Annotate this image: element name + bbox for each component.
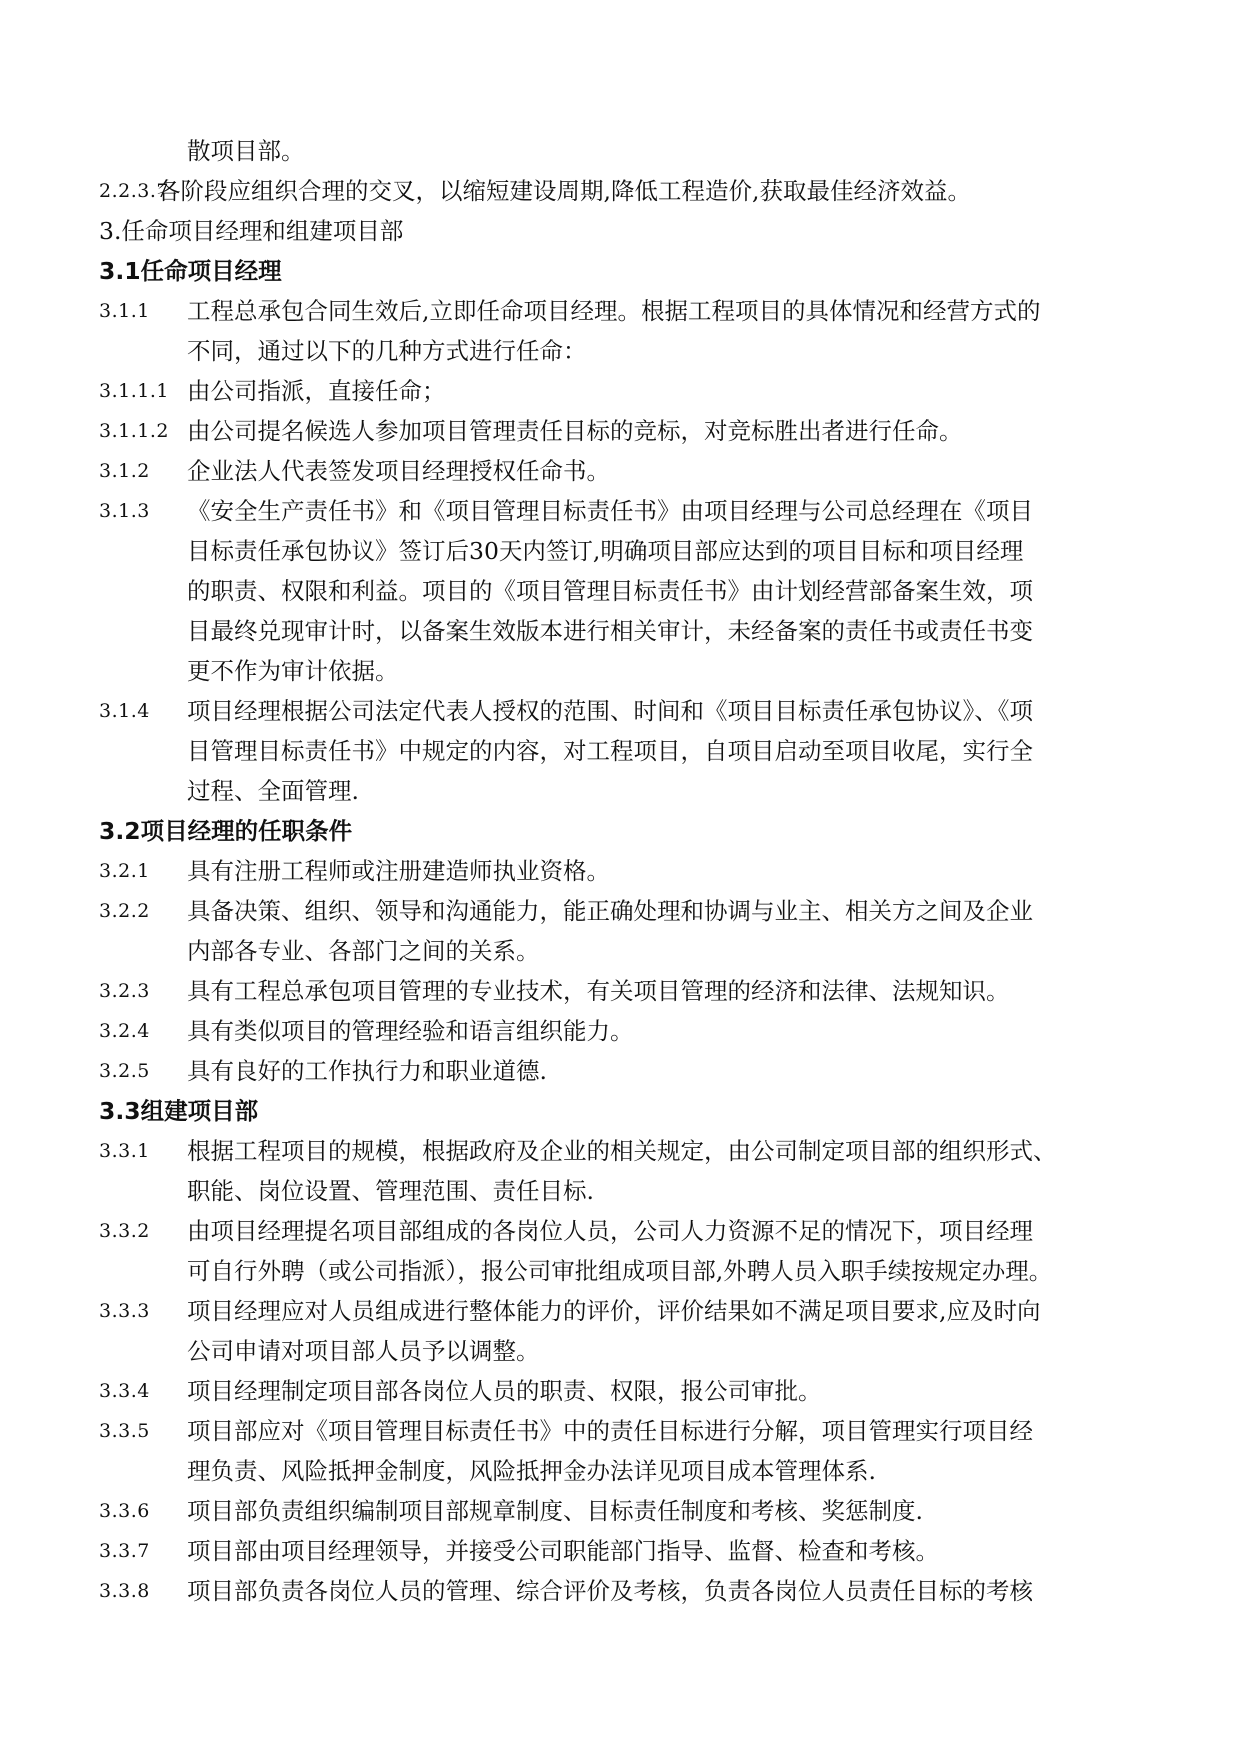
line-text: 过程、全面管理. [187,777,359,805]
line-text: 项目部负责组织编制项目部规章制度、目标责任制度和考核、奖惩制度. [187,1497,923,1525]
line-text: 企业法人代表签发项目经理授权任命书。 [187,457,610,485]
clause-number: 3.1.4 [99,700,150,722]
line-text: 具有工程总承包项目管理的专业技术，有关项目管理的经济和法律、法规知识。 [187,977,1010,1005]
section-heading: 3.2项目经理的任职条件 [99,817,353,845]
clause-number: 3.3.7 [99,1540,150,1562]
line-text: 的职责、权限和利益。项目的《项目管理目标责任书》由计划经营部备案生效，项 [187,577,1033,605]
line-26 [0,1131,1241,1171]
line-text: 项目部由项目经理领导，并接受公司职能部门指导、监督、检查和考核。 [187,1537,939,1565]
line-21 [0,931,1241,971]
clause-number: 2.2.3.7 [99,180,169,202]
line-5 [0,291,1241,331]
line-18 [0,811,1241,851]
line-10 [0,491,1241,531]
clause-number: 3.2.5 [99,1060,150,1082]
line-13 [0,611,1241,651]
line-3 [0,211,1241,251]
line-14 [0,651,1241,691]
clause-number: 3.2.1 [99,860,150,882]
line-20 [0,891,1241,931]
line-text: 目最终兑现审计时，以备案生效版本进行相关审计，未经备案的责任书或责任书变 [187,617,1033,645]
line-17 [0,771,1241,811]
line-text: 项目部应对《项目管理目标责任书》中的责任目标进行分解，项目管理实行项目经 [187,1417,1033,1445]
line-text: 由项目经理提名项目部组成的各岗位人员，公司人力资源不足的情况下，项目经理 [187,1217,1033,1245]
clause-number: 3.1.1.2 [99,420,169,442]
line-text: 可自行外聘（或公司指派），报公司审批组成项目部,外聘人员入职手续按规定办理。 [187,1257,1053,1285]
line-text: 理负责、风险抵押金制度，风险抵押金办法详见项目成本管理体系. [187,1457,876,1485]
line-19 [0,851,1241,891]
line-8 [0,411,1241,451]
line-6 [0,331,1241,371]
line-text: 目管理目标责任书》中规定的内容，对工程项目，自项目启动至项目收尾，实行全 [187,737,1033,765]
line-text: 项目经理根据公司法定代表人授权的范围、时间和《项目目标责任承包协议》、《项 [187,697,1033,725]
line-36 [0,1531,1241,1571]
line-text: 具有类似项目的管理经验和语言组织能力。 [187,1017,634,1045]
line-4 [0,251,1241,291]
line-35 [0,1491,1241,1531]
line-16 [0,731,1241,771]
line-text: 散项目部。 [187,137,305,165]
clause-number: 3.3.4 [99,1380,150,1402]
clause-number: 3.3.2 [99,1220,150,1242]
line-text: 具有良好的工作执行力和职业道德. [187,1057,547,1085]
line-2 [0,171,1241,211]
line-12 [0,571,1241,611]
line-9 [0,451,1241,491]
line-15 [0,691,1241,731]
section-heading: 3.1任命项目经理 [99,257,282,285]
line-34 [0,1451,1241,1491]
line-text: 内部各专业、各部门之间的关系。 [187,937,540,965]
line-24 [0,1051,1241,1091]
line-text: 各阶段应组织合理的交叉，以缩短建设周期,降低工程造价,获取最佳经济效益。 [157,177,971,205]
clause-number: 3.2.2 [99,900,150,922]
line-32 [0,1371,1241,1411]
line-text: 不同，通过以下的几种方式进行任命： [187,337,587,365]
line-31 [0,1331,1241,1371]
line-text: 具备决策、组织、领导和沟通能力，能正确处理和协调与业主、相关方之间及企业 [187,897,1033,925]
clause-number: 3.3.6 [99,1500,150,1522]
line-22 [0,971,1241,1011]
clause-number: 3.1.1.1 [99,380,169,402]
line-30 [0,1291,1241,1331]
line-23 [0,1011,1241,1051]
line-27 [0,1171,1241,1211]
line-text: 工程总承包合同生效后,立即任命项目经理。根据工程项目的具体情况和经营方式的 [187,297,1041,325]
line-text: 具有注册工程师或注册建造师执业资格。 [187,857,610,885]
line-text: 项目经理制定项目部各岗位人员的职责、权限，报公司审批。 [187,1377,822,1405]
line-7 [0,371,1241,411]
line-text: 根据工程项目的规模，根据政府及企业的相关规定，由公司制定项目部的组织形式、 [187,1137,1057,1165]
clause-number: 3.3.1 [99,1140,150,1162]
clause-number: 3.1.1 [99,300,150,322]
line-text: 由公司指派，直接任命； [187,377,446,405]
line-37 [0,1571,1241,1611]
line-11 [0,531,1241,571]
clause-number: 3.3.5 [99,1420,150,1442]
line-text: 职能、岗位设置、管理范围、责任目标. [187,1177,594,1205]
clause-number: 3.1.3 [99,500,150,522]
section-heading: 3.3组建项目部 [99,1097,259,1125]
clause-number: 3.3.3 [99,1300,150,1322]
section-title: 3.任命项目经理和组建项目部 [99,217,404,245]
line-text: 公司申请对项目部人员予以调整。 [187,1337,540,1365]
line-28 [0,1211,1241,1251]
line-1 [0,131,1241,171]
clause-number: 3.2.4 [99,1020,150,1042]
line-29 [0,1251,1241,1291]
line-25 [0,1091,1241,1131]
line-text: 由公司提名候选人参加项目管理责任目标的竞标，对竞标胜出者进行任命。 [187,417,963,445]
line-text: 项目部负责各岗位人员的管理、综合评价及考核，负责各岗位人员责任目标的考核 [187,1577,1033,1605]
line-text: 更不作为审计依据。 [187,657,399,685]
line-text: 项目经理应对人员组成进行整体能力的评价，评价结果如不满足项目要求,应及时向 [187,1297,1041,1325]
line-33 [0,1411,1241,1451]
clause-number: 3.3.8 [99,1580,150,1602]
line-text: 目标责任承包协议》签订后30天内签订,明确项目部应达到的项目目标和项目经理 [187,537,1024,565]
clause-number: 3.2.3 [99,980,150,1002]
line-text: 《安全生产责任书》和《项目管理目标责任书》由项目经理与公司总经理在《项目 [187,497,1033,525]
clause-number: 3.1.2 [99,460,150,482]
